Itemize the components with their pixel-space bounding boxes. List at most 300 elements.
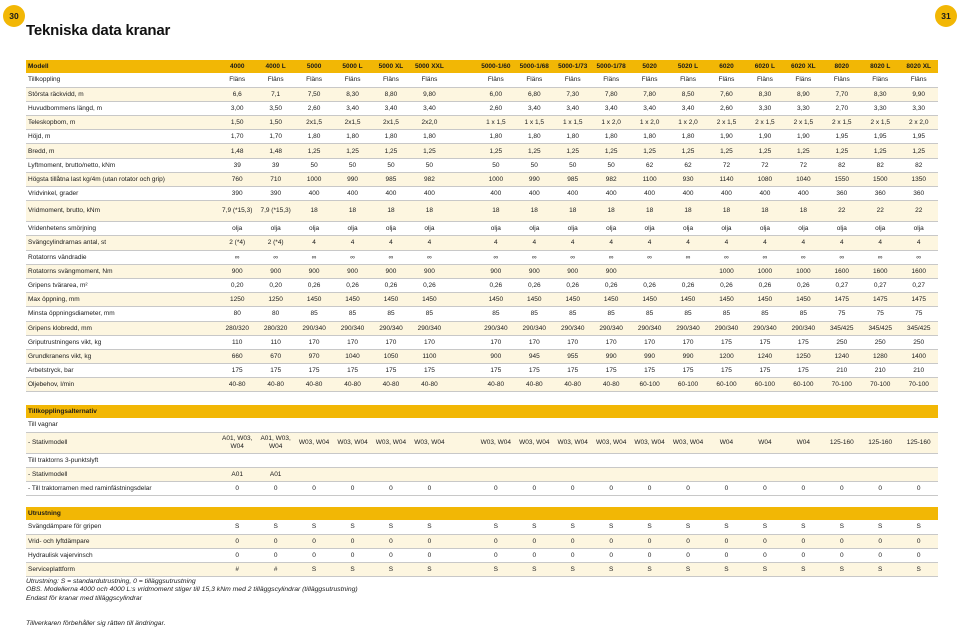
table-cell: 290/340 [333, 321, 371, 335]
table-cell: 1,48 [218, 144, 256, 158]
table-cell: 0 [823, 482, 861, 496]
model-header [823, 507, 861, 520]
table-cell: 360 [823, 187, 861, 201]
table-cell [669, 264, 707, 278]
table-cell: 1450 [592, 293, 630, 307]
table-cell: 175 [784, 335, 822, 349]
table-cell: 18 [669, 201, 707, 222]
table-cell: 8,30 [746, 87, 784, 101]
table-row [26, 321, 938, 335]
table-cell: 0,26 [669, 278, 707, 292]
table-cell: 3,40 [630, 101, 668, 115]
table-cell: Fläns [784, 73, 822, 87]
specs-table [26, 60, 938, 392]
model-header [861, 507, 899, 520]
table-cell: 170 [295, 335, 333, 349]
table-cell: S [333, 563, 371, 577]
table-cell: 62 [669, 158, 707, 172]
model-header [372, 405, 410, 418]
table-cell: 0,26 [295, 278, 333, 292]
table-cell: 85 [295, 307, 333, 321]
table-cell: 0 [256, 482, 294, 496]
table-cell: Fläns [256, 73, 294, 87]
table-cell: 400 [669, 187, 707, 201]
table-cell: 1,25 [295, 144, 333, 158]
table-cell: 0,26 [630, 278, 668, 292]
column-gap [449, 158, 477, 172]
row-label: Största räckvidd, m [26, 87, 218, 101]
table-cell: S [707, 563, 745, 577]
table-cell: 210 [861, 364, 899, 378]
equipment-header-row [26, 507, 938, 520]
table-cell: Fläns [707, 73, 745, 87]
table-cell: ∞ [515, 250, 553, 264]
table-cell: 1200 [707, 349, 745, 363]
table-cell: 60-100 [669, 378, 707, 392]
equipment-table [26, 507, 938, 577]
table-row [26, 187, 938, 201]
table-cell: 85 [333, 307, 371, 321]
table-cell: W03, W04 [554, 432, 592, 453]
column-gap [449, 236, 477, 250]
table-row [26, 236, 938, 250]
table-cell: 50 [410, 158, 448, 172]
table-cell: 7,30 [554, 87, 592, 101]
table-cell: 360 [899, 187, 938, 201]
table-cell: W03, W04 [295, 432, 333, 453]
table-cell: 7,9 (*15,3) [218, 201, 256, 222]
table-row [26, 482, 938, 496]
table-cell: 1,25 [372, 144, 410, 158]
table-cell: 1,80 [592, 130, 630, 144]
table-row [26, 335, 938, 349]
table-cell: 0 [861, 548, 899, 562]
table-cell: 2 (*4) [218, 236, 256, 250]
table-cell: 85 [669, 307, 707, 321]
footnote-obs: OBS. Modellerna 4000 och 4000 L:s vridmoment stiger till 15,3 kNm med 2 tilläggscylindrar (tilläggsutrustning) [26, 586, 358, 594]
table-cell: 0 [410, 548, 448, 562]
table-cell: 85 [592, 307, 630, 321]
table-cell [515, 418, 553, 432]
row-label: Hydraulisk vajervinsch [26, 548, 218, 562]
table-cell: 175 [515, 364, 553, 378]
table-cell: 1250 [784, 349, 822, 363]
table-cell: 62 [630, 158, 668, 172]
table-cell: 0 [372, 548, 410, 562]
row-label: Bredd, m [26, 144, 218, 158]
table-cell: 0 [554, 548, 592, 562]
table-cell: 4 [861, 236, 899, 250]
table-cell: 7,60 [707, 87, 745, 101]
table-cell [218, 418, 256, 432]
table-cell: 0,26 [410, 278, 448, 292]
row-label: Höjd, m [26, 130, 218, 144]
model-header [515, 507, 553, 520]
table-cell [746, 467, 784, 481]
row-label: Max öppning, mm [26, 293, 218, 307]
table-row [26, 307, 938, 321]
table-cell: S [861, 563, 899, 577]
model-header [218, 507, 256, 520]
table-cell: 2 x 1,5 [784, 116, 822, 130]
table-cell: 75 [899, 307, 938, 321]
table-cell: 2 x 1,5 [707, 116, 745, 130]
table-cell: 1,70 [256, 130, 294, 144]
table-cell: S [630, 520, 668, 534]
row-label: Vridmoment, brutto, kNm [26, 201, 218, 222]
table-cell: 0,27 [861, 278, 899, 292]
table-cell: 1450 [372, 293, 410, 307]
table-cell: 6,6 [218, 87, 256, 101]
table-cell: 60-100 [707, 378, 745, 392]
table-cell: 170 [592, 335, 630, 349]
table-cell: 85 [372, 307, 410, 321]
table-cell: 1,80 [372, 130, 410, 144]
table-cell: 1,80 [410, 130, 448, 144]
table-cell: 170 [410, 335, 448, 349]
table-cell: 39 [218, 158, 256, 172]
table-cell: 1450 [477, 293, 515, 307]
table-cell: 930 [669, 172, 707, 186]
table-cell: S [295, 563, 333, 577]
table-cell: 4 [554, 236, 592, 250]
table-cell: 82 [823, 158, 861, 172]
table-cell: 0 [372, 534, 410, 548]
table-cell: 0,26 [372, 278, 410, 292]
table-cell: 110 [256, 335, 294, 349]
table-cell: 18 [592, 201, 630, 222]
table-cell: 170 [515, 335, 553, 349]
table-cell: 1,25 [333, 144, 371, 158]
table-row [26, 130, 938, 144]
table-cell: 1,50 [218, 116, 256, 130]
table-cell: 345/425 [861, 321, 899, 335]
model-header [410, 507, 448, 520]
table-cell: Fläns [410, 73, 448, 87]
table-cell: 175 [592, 364, 630, 378]
row-label: Grundkranens vikt, kg [26, 349, 218, 363]
table-cell: 22 [823, 201, 861, 222]
table-cell [410, 467, 448, 481]
table-cell [861, 418, 899, 432]
table-cell: 0 [707, 548, 745, 562]
table-cell: S [218, 520, 256, 534]
table-cell: 210 [899, 364, 938, 378]
table-cell: S [746, 520, 784, 534]
table-cell: 70-100 [861, 378, 899, 392]
model-header [707, 507, 745, 520]
table-cell: 290/340 [592, 321, 630, 335]
table-cell: 1 x 2,0 [592, 116, 630, 130]
table-cell: 1,80 [669, 130, 707, 144]
table-cell: 290/340 [554, 321, 592, 335]
table-cell: 175 [372, 364, 410, 378]
table-cell: 18 [784, 201, 822, 222]
table-cell: 9,80 [410, 87, 448, 101]
model-header [333, 405, 371, 418]
table-cell: 175 [256, 364, 294, 378]
model-header [554, 507, 592, 520]
table-cell: W04 [746, 432, 784, 453]
table-cell: 1040 [784, 172, 822, 186]
table-cell: 175 [477, 364, 515, 378]
table-cell: 50 [515, 158, 553, 172]
table-cell: 2x1,5 [372, 116, 410, 130]
row-label: Arbetstryck, bar [26, 364, 218, 378]
table-cell: 0 [218, 534, 256, 548]
table-cell: 85 [554, 307, 592, 321]
table-cell [554, 453, 592, 467]
table-cell: 1450 [554, 293, 592, 307]
table-cell: 3,50 [256, 101, 294, 115]
table-cell: 0,26 [477, 278, 515, 292]
table-cell: 175 [630, 364, 668, 378]
model-header [554, 405, 592, 418]
table-cell: 22 [899, 201, 938, 222]
table-cell [784, 418, 822, 432]
model-header: 5000 L [333, 60, 371, 73]
table-row [26, 534, 938, 548]
table-cell: 0 [592, 548, 630, 562]
equipment-header-label: Utrustning [26, 507, 218, 520]
table-cell: 0 [861, 482, 899, 496]
table-cell: 280/320 [256, 321, 294, 335]
table-cell: S [372, 563, 410, 577]
model-header [477, 405, 515, 418]
table-cell: 1240 [823, 349, 861, 363]
table-cell: Fläns [823, 73, 861, 87]
table-cell [410, 418, 448, 432]
table-row [26, 158, 938, 172]
table-cell: olja [823, 222, 861, 236]
table-cell: 360 [861, 187, 899, 201]
table-cell: 0 [592, 534, 630, 548]
column-gap [449, 453, 477, 467]
column-gap [449, 482, 477, 496]
table-cell: 0,26 [746, 278, 784, 292]
table-cell: 1,90 [746, 130, 784, 144]
model-header: 6020 L [746, 60, 784, 73]
table-cell: 290/340 [707, 321, 745, 335]
table-cell: 1,25 [515, 144, 553, 158]
table-cell: 982 [592, 172, 630, 186]
table-cell: olja [333, 222, 371, 236]
table-cell: 18 [630, 201, 668, 222]
table-row [26, 73, 938, 87]
model-header [746, 405, 784, 418]
table-cell: 0,26 [333, 278, 371, 292]
row-label: Oljebehov, l/min [26, 378, 218, 392]
table-cell: 1450 [746, 293, 784, 307]
table-cell: 1 x 2,0 [669, 116, 707, 130]
table-cell [333, 467, 371, 481]
model-header: 5000 XXL [410, 60, 448, 73]
table-cell: 2,70 [823, 101, 861, 115]
table-row [26, 116, 938, 130]
table-cell: 175 [669, 364, 707, 378]
table-cell: 1,90 [784, 130, 822, 144]
table-cell: 670 [256, 349, 294, 363]
table-cell [630, 418, 668, 432]
table-cell: 40-80 [256, 378, 294, 392]
table-cell: Fläns [899, 73, 938, 87]
table-cell: 2x1,5 [295, 116, 333, 130]
table-cell: 40-80 [410, 378, 448, 392]
table-cell: 18 [477, 201, 515, 222]
row-label: Rotatorns svängmoment, Nm [26, 264, 218, 278]
table-cell: 290/340 [410, 321, 448, 335]
table-cell: S [707, 520, 745, 534]
footnote-cylinders: Endast för kranar med tilläggscylindrar [26, 594, 142, 602]
table-cell: 3,40 [410, 101, 448, 115]
table-cell: 900 [477, 349, 515, 363]
model-header [477, 507, 515, 520]
table-cell: 0,20 [256, 278, 294, 292]
model-header [592, 507, 630, 520]
model-header: 8020 [823, 60, 861, 73]
table-cell: ∞ [410, 250, 448, 264]
table-cell [823, 453, 861, 467]
table-cell: 125-160 [861, 432, 899, 453]
column-gap [449, 507, 477, 520]
model-header [410, 405, 448, 418]
table-row [26, 87, 938, 101]
coupling-header-label: Tillkopplingsalternativ [26, 405, 218, 418]
table-cell: 0 [669, 534, 707, 548]
table-cell: 1450 [333, 293, 371, 307]
table-cell: 18 [410, 201, 448, 222]
table-cell: 2 x 1,5 [823, 116, 861, 130]
table-cell: 945 [515, 349, 553, 363]
table-cell: 80 [218, 307, 256, 321]
table-cell: 50 [372, 158, 410, 172]
table-cell: 75 [861, 307, 899, 321]
table-cell: 400 [784, 187, 822, 201]
column-gap [449, 60, 477, 73]
table-cell [515, 467, 553, 481]
table-cell: olja [295, 222, 333, 236]
table-cell: W03, W04 [477, 432, 515, 453]
table-cell: ∞ [669, 250, 707, 264]
table-cell: 400 [554, 187, 592, 201]
table-cell: 4 [746, 236, 784, 250]
model-header: 5000 XL [372, 60, 410, 73]
table-cell: Fläns [746, 73, 784, 87]
table-cell: ∞ [477, 250, 515, 264]
table-cell: 400 [746, 187, 784, 201]
table-cell: 40-80 [554, 378, 592, 392]
table-cell: 0 [746, 534, 784, 548]
table-cell: 82 [899, 158, 938, 172]
table-cell: 72 [707, 158, 745, 172]
table-cell: 40-80 [515, 378, 553, 392]
table-cell: 85 [515, 307, 553, 321]
table-cell: 0 [669, 548, 707, 562]
table-cell: 900 [554, 264, 592, 278]
row-label: Svängdämpare för gripen [26, 520, 218, 534]
table-cell: 1450 [515, 293, 553, 307]
row-label: Vridvinkel, grader [26, 187, 218, 201]
table-cell: 1,80 [333, 130, 371, 144]
model-header [256, 507, 294, 520]
model-header [899, 507, 938, 520]
table-cell: 970 [295, 349, 333, 363]
table-cell [823, 418, 861, 432]
row-label: Till traktorns 3-punktslyft [26, 453, 218, 467]
column-gap [449, 432, 477, 453]
table-cell: 1050 [372, 349, 410, 363]
table-cell: 955 [554, 349, 592, 363]
table-cell: 85 [784, 307, 822, 321]
table-cell: 3,40 [333, 101, 371, 115]
table-cell: 8,30 [861, 87, 899, 101]
table-cell: 170 [630, 335, 668, 349]
table-cell: 210 [823, 364, 861, 378]
page-number-left: 30 [3, 5, 25, 27]
row-label: Högsta tillåtna last kg/4m (utan rotator och grip) [26, 172, 218, 186]
table-row [26, 201, 938, 222]
model-header [515, 405, 553, 418]
model-header [899, 405, 938, 418]
table-cell: S [477, 563, 515, 577]
table-cell: 345/425 [899, 321, 938, 335]
table-cell: 982 [410, 172, 448, 186]
table-cell: 170 [669, 335, 707, 349]
table-cell: ∞ [554, 250, 592, 264]
model-header [372, 507, 410, 520]
table-cell: 3,40 [592, 101, 630, 115]
table-cell [372, 418, 410, 432]
column-gap [449, 364, 477, 378]
model-header [630, 507, 668, 520]
column-gap [449, 467, 477, 481]
table-cell [477, 418, 515, 432]
row-label: Gripens tvärarea, m² [26, 278, 218, 292]
table-cell: olja [746, 222, 784, 236]
table-cell: S [410, 563, 448, 577]
table-cell: S [554, 520, 592, 534]
table-cell: 40-80 [592, 378, 630, 392]
column-gap [449, 563, 477, 577]
table-cell: 1000 [477, 172, 515, 186]
table-row [26, 563, 938, 577]
table-cell: 0 [410, 534, 448, 548]
table-cell: 250 [899, 335, 938, 349]
table-row [26, 520, 938, 534]
model-header: 5020 [630, 60, 668, 73]
table-cell: 250 [861, 335, 899, 349]
table-cell: Fläns [669, 73, 707, 87]
table-cell: 18 [707, 201, 745, 222]
table-cell: 85 [477, 307, 515, 321]
table-cell: S [784, 520, 822, 534]
model-header [861, 405, 899, 418]
table-cell [630, 467, 668, 481]
table-cell: 3,30 [861, 101, 899, 115]
table-cell: 1000 [746, 264, 784, 278]
table-cell: 1100 [410, 349, 448, 363]
table-cell: 175 [333, 364, 371, 378]
table-cell [592, 467, 630, 481]
table-cell: 0 [515, 482, 553, 496]
model-header: 5000-1/73 [554, 60, 592, 73]
table-cell: 170 [372, 335, 410, 349]
table-cell: 7,9 (*15,3) [256, 201, 294, 222]
table-cell: 900 [515, 264, 553, 278]
column-gap [449, 548, 477, 562]
table-cell [256, 418, 294, 432]
model-header: 5000-1/68 [515, 60, 553, 73]
